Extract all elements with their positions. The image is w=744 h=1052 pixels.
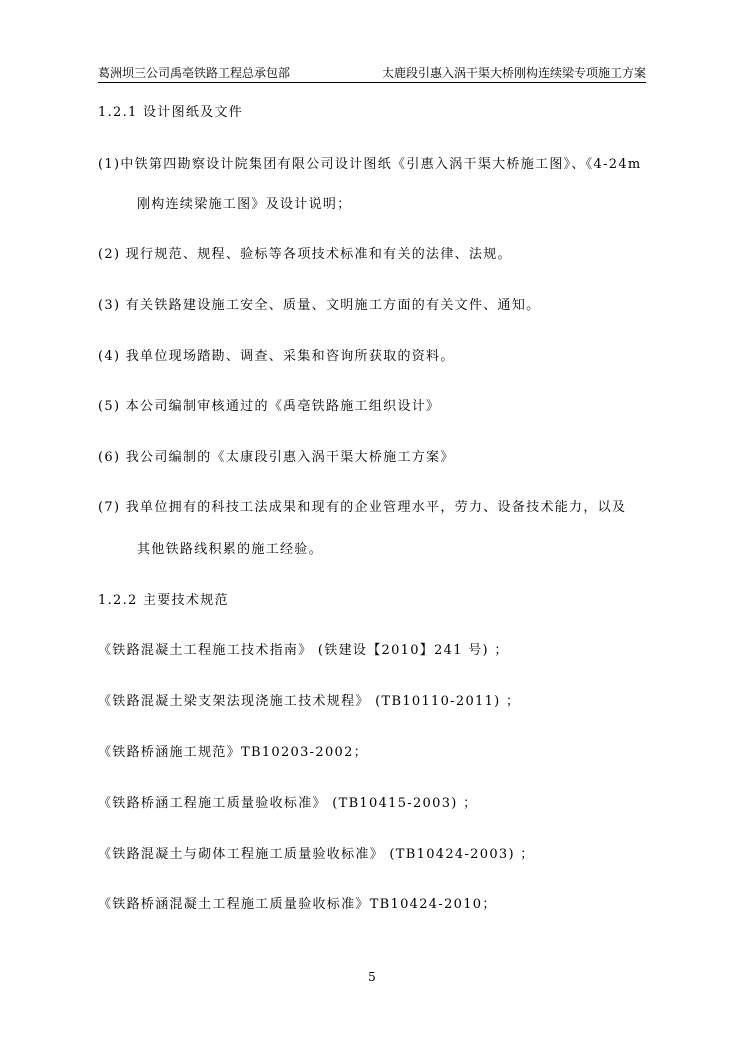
list-item: (2) 现行规范、规程、验标等各项技术标准和有关的法律、法规。: [98, 247, 512, 262]
standard-item: 《铁路混凝土梁支架法现浇施工技术规程》 (TB10110-2011) ；: [98, 694, 521, 709]
list-item: (7) 我单位拥有的科技工法成果和现有的企业管理水平，劳力、设备技术能力，以及: [98, 500, 627, 515]
document-body: [98, 0, 658, 1052]
standard-item: 《铁路桥涵混凝土工程施工质量验收标准》TB10424-2010；: [98, 897, 497, 912]
list-item: (5) 本公司编制审核通过的《禹亳铁路施工组织设计》: [98, 399, 441, 414]
header-left-text: 葛洲坝三公司禹亳铁路工程总承包部: [98, 66, 291, 80]
standard-item: 《铁路混凝土工程施工技术指南》 (铁建设【2010】241 号) ；: [98, 643, 509, 658]
page-number: 5: [368, 970, 376, 984]
list-item: (4) 我单位现场踏勘、调查、采集和咨询所获取的资料。: [98, 349, 455, 364]
section-heading-1-2-1: 1.2.1 设计图纸及文件: [98, 105, 244, 120]
list-item: (1)中铁第四勘察设计院集团有限公司设计图纸《引惠入涡干渠大桥施工图》、《4-24m: [98, 157, 642, 172]
section-heading-1-2-2: 1.2.2 主要技术规范: [98, 593, 229, 608]
list-item: (6) 我公司编制的《太康段引惠入涡干渠大桥施工方案》: [98, 450, 455, 465]
header-right-text: 太鹿段引惠入涡干渠大桥刚构连续梁专项施工方案: [381, 66, 646, 80]
list-item-continuation: 其他铁路线积累的施工经验。: [137, 542, 323, 557]
standard-item: 《铁路桥涵工程施工质量验收标准》 (TB10415-2003) ；: [98, 796, 478, 811]
list-item: (3) 有关铁路建设施工安全、质量、文明施工方面的有关文件、通知。: [98, 298, 541, 313]
standard-item: 《铁路桥涵施工规范》TB10203-2002；: [98, 745, 368, 760]
list-item-continuation: 刚构连续梁施工图》及设计说明；: [137, 197, 352, 212]
standard-item: 《铁路混凝土与砌体工程施工质量验收标准》 (TB10424-2003) ；: [98, 847, 535, 862]
